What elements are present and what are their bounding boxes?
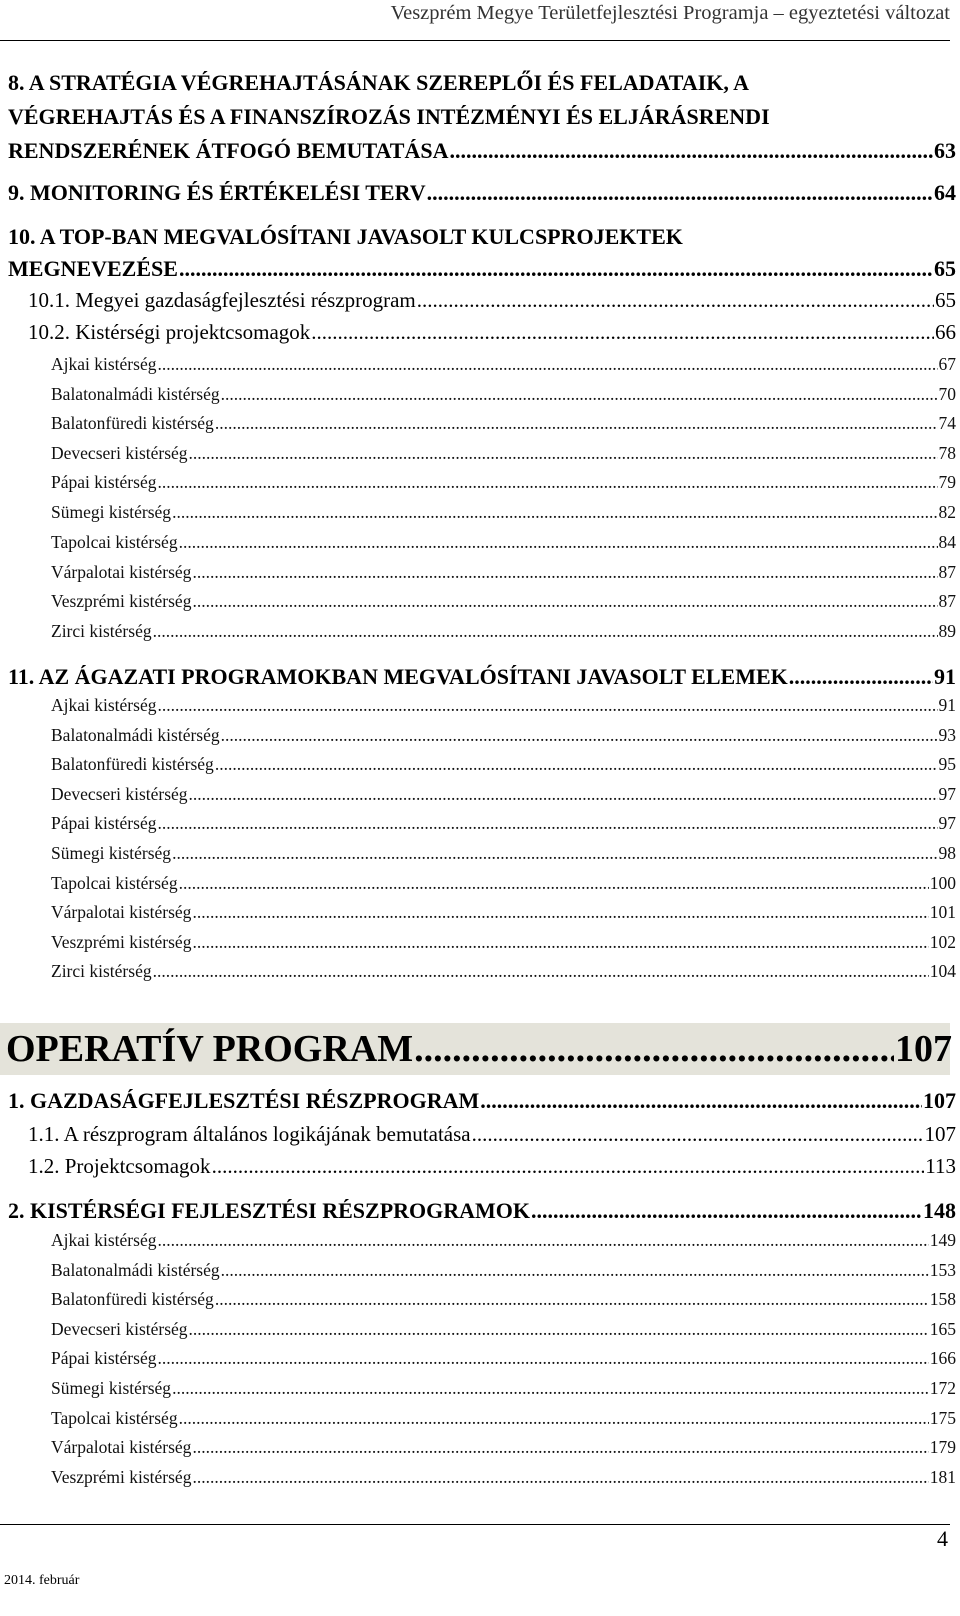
toc-entry-label: Devecseri kistérség — [51, 1319, 188, 1339]
toc-entry-label: Zirci kistérség — [51, 961, 152, 981]
toc-entry-page: 97 — [938, 784, 956, 804]
toc-entry-page: 100 — [929, 873, 956, 893]
toc-leader-dots — [417, 288, 934, 313]
toc-entry-page: 97 — [938, 813, 956, 833]
toc-section-8-line1: 8. A STRATÉGIA VÉGREHAJTÁSÁNAK SZEREPLŐI ÉS FELADATAIK, A — [8, 70, 750, 95]
toc-leader-dots — [192, 1437, 928, 1458]
toc-entry-page: 79 — [938, 472, 956, 492]
toc-leader-dots — [221, 1260, 929, 1281]
toc-entry-label: 9. MONITORING ÉS ÉRTÉKELÉSI TERV — [8, 180, 426, 205]
toc-entry-label: Várpalotai kistérség — [51, 1437, 192, 1457]
toc-entry-label: OPERATÍV PROGRAM — [6, 1028, 414, 1070]
toc-entry-op-2[interactable] — [8, 1198, 956, 1226]
toc-entry-subregion[interactable] — [51, 1378, 956, 1402]
toc-entry-page: 107 — [924, 1122, 956, 1146]
toc-entry-op-1[interactable] — [8, 1088, 956, 1116]
toc-entry-op-1-1[interactable] — [28, 1122, 956, 1150]
toc-entry-label: RENDSZERÉNEK ÁTFOGÓ BEMUTATÁSA — [8, 138, 449, 163]
toc-entry-label: Zirci kistérség — [51, 621, 152, 641]
toc-entry-page: 84 — [938, 532, 956, 552]
toc-leader-dots — [179, 532, 938, 553]
toc-entry-page: 65 — [934, 256, 956, 281]
toc-leader-dots — [189, 443, 938, 464]
toc-leader-dots — [480, 1088, 922, 1114]
toc-entry-label: Ajkai kistérség — [51, 354, 157, 374]
toc-entry-label: Sümegi kistérség — [51, 1378, 172, 1398]
toc-leader-dots — [531, 1198, 922, 1224]
toc-entry-page: 98 — [938, 843, 956, 863]
toc-entry-subregion[interactable] — [51, 502, 956, 526]
toc-entry-page: 166 — [929, 1348, 956, 1368]
toc-entry-page: 70 — [938, 384, 956, 404]
toc-entry-subregion[interactable] — [51, 1289, 956, 1313]
toc-section-10-line1: 10. A TOP-BAN MEGVALÓSÍTANI JAVASOLT KULCSPROJEKTEK — [8, 224, 683, 249]
toc-entry-10-1[interactable] — [28, 288, 956, 316]
toc-entry-10-2[interactable] — [28, 320, 956, 348]
toc-entry-subregion[interactable] — [51, 932, 956, 956]
toc-entry-label: Ajkai kistérség — [51, 1230, 157, 1250]
toc-entry-page: 64 — [934, 180, 956, 205]
toc-entry-label: Balatonalmádi kistérség — [51, 1260, 220, 1280]
toc-entry-subregion[interactable] — [51, 591, 956, 615]
toc-entry-page: 102 — [929, 932, 956, 952]
toc-entry-subregion[interactable] — [51, 562, 956, 586]
page-number: 4 — [937, 1526, 948, 1551]
toc-entry-subregion[interactable] — [51, 873, 956, 897]
toc-entry-page: 63 — [934, 138, 956, 163]
toc-entry-label: Balatonfüredi kistérség — [51, 1289, 214, 1309]
toc-entry-subregion[interactable] — [51, 532, 956, 556]
toc-section-8-line2: VÉGREHAJTÁS ÉS A FINANSZÍROZÁS INTÉZMÉNYI ÉS ELJÁRÁSRENDI — [8, 104, 770, 129]
toc-entry-subregion[interactable] — [51, 784, 956, 808]
toc-entry-subregion[interactable] — [51, 725, 956, 749]
toc-entry-label: 1.1. A részprogram általános logikájának bemutatása — [28, 1122, 471, 1146]
toc-leader-dots — [157, 813, 937, 834]
toc-entry-label: Tapolcai kistérség — [51, 873, 178, 893]
toc-leader-dots — [192, 591, 937, 612]
toc-entry-page: 165 — [929, 1319, 956, 1339]
toc-entry-section-8[interactable] — [8, 138, 956, 166]
toc-entry-label: Devecseri kistérség — [51, 443, 188, 463]
toc-leader-dots — [157, 354, 937, 375]
toc-entry-page: 101 — [929, 902, 956, 922]
toc-entry-op-1-2[interactable] — [28, 1154, 956, 1182]
toc-entry-page: 113 — [925, 1154, 956, 1178]
toc-leader-dots — [157, 1230, 928, 1251]
toc-entry-operativ-program[interactable] — [6, 1027, 952, 1073]
toc-leader-dots — [414, 1027, 894, 1071]
toc-leader-dots — [215, 413, 938, 434]
toc-entry-page: 91 — [934, 664, 956, 689]
toc-entry-page: 172 — [929, 1378, 956, 1398]
toc-leader-dots — [189, 1319, 929, 1340]
toc-entry-label: 10.1. Megyei gazdaságfejlesztési részprogram — [28, 288, 416, 312]
toc-leader-dots — [172, 502, 937, 523]
toc-entry-subregion[interactable] — [51, 1467, 956, 1491]
toc-entry-page: 149 — [929, 1230, 956, 1250]
toc-leader-dots — [427, 180, 933, 206]
toc-entry-page: 107 — [923, 1088, 956, 1113]
footer-divider — [0, 1524, 950, 1525]
toc-entry-label: Sümegi kistérség — [51, 502, 172, 522]
toc-entry-label: Ajkai kistérség — [51, 695, 157, 715]
toc-entry-subregion[interactable] — [51, 1437, 956, 1461]
toc-leader-dots — [189, 784, 938, 805]
toc-leader-dots — [192, 1467, 928, 1488]
toc-entry-section-9[interactable] — [8, 180, 956, 208]
toc-entry-page: 87 — [938, 562, 956, 582]
toc-entry-section-10[interactable] — [8, 256, 956, 284]
toc-leader-dots — [192, 902, 928, 923]
toc-entry-subregion[interactable] — [51, 1319, 956, 1343]
toc-entry-subregion[interactable] — [51, 902, 956, 926]
toc-entry-subregion[interactable] — [51, 813, 956, 837]
toc-entry-subregion[interactable] — [51, 472, 956, 496]
toc-entry-label: Várpalotai kistérség — [51, 902, 192, 922]
toc-entry-label: Sümegi kistérség — [51, 843, 172, 863]
toc-leader-dots — [472, 1122, 924, 1147]
toc-entry-label: Várpalotai kistérség — [51, 562, 192, 582]
toc-entry-subregion[interactable] — [51, 384, 956, 408]
toc-leader-dots — [212, 1154, 925, 1179]
toc-entry-section-11[interactable] — [8, 664, 956, 692]
toc-leader-dots — [179, 1408, 929, 1429]
toc-entry-page: 179 — [929, 1437, 956, 1457]
toc-entry-label: 1. GAZDASÁGFEJLESZTÉSI RÉSZPROGRAM — [8, 1088, 480, 1113]
toc-entry-page: 107 — [895, 1028, 952, 1070]
toc-entry-subregion[interactable] — [51, 621, 956, 645]
toc-entry-label: Devecseri kistérség — [51, 784, 188, 804]
toc-leader-dots — [192, 562, 937, 583]
toc-entry-label: 10.2. Kistérségi projektcsomagok — [28, 320, 311, 344]
toc-entry-page: 66 — [935, 320, 956, 344]
toc-entry-label: Balatonfüredi kistérség — [51, 413, 214, 433]
toc-leader-dots — [153, 621, 938, 642]
toc-entry-subregion[interactable] — [51, 1408, 956, 1432]
toc-leader-dots — [789, 664, 933, 690]
toc-entry-page: 93 — [938, 725, 956, 745]
toc-leader-dots — [157, 695, 937, 716]
toc-entry-page: 175 — [929, 1408, 956, 1428]
toc-leader-dots — [215, 1289, 929, 1310]
toc-entry-subregion[interactable] — [51, 413, 956, 437]
toc-entry-page: 181 — [929, 1467, 956, 1487]
toc-entry-label: 11. AZ ÁGAZATI PROGRAMOKBAN MEGVALÓSÍTANI JAVASOLT ELEMEK — [8, 664, 788, 689]
toc-entry-label: Veszprémi kistérség — [51, 932, 192, 952]
toc-leader-dots — [172, 843, 937, 864]
toc-entry-subregion[interactable] — [51, 695, 956, 719]
toc-entry-label: Balatonalmádi kistérség — [51, 725, 220, 745]
toc-entry-subregion[interactable] — [51, 354, 956, 378]
toc-entry-label: Pápai kistérség — [51, 472, 157, 492]
toc-entry-subregion[interactable] — [51, 1348, 956, 1372]
toc-entry-label: Balatonfüredi kistérség — [51, 754, 214, 774]
toc-entry-label: Pápai kistérség — [51, 813, 157, 833]
toc-leader-dots — [153, 961, 929, 982]
toc-entry-label: Veszprémi kistérség — [51, 591, 192, 611]
toc-entry-page: 78 — [938, 443, 956, 463]
toc-leader-dots — [157, 472, 937, 493]
toc-leader-dots — [192, 932, 928, 953]
toc-entry-page: 89 — [938, 621, 956, 641]
toc-entry-subregion[interactable] — [51, 443, 956, 467]
toc-leader-dots — [179, 256, 933, 282]
toc-entry-label: MEGNEVEZÉSE — [8, 256, 178, 281]
toc-entry-page: 153 — [929, 1260, 956, 1280]
toc-leader-dots — [157, 1348, 928, 1369]
page-header — [0, 0, 950, 41]
toc-entry-subregion[interactable] — [51, 1260, 956, 1284]
toc-leader-dots — [215, 754, 938, 775]
toc-entry-page: 104 — [929, 961, 956, 981]
toc-entry-page: 74 — [938, 413, 956, 433]
toc-entry-subregion[interactable] — [51, 1230, 956, 1254]
footer-date: 2014. február — [4, 1573, 80, 1588]
toc-entry-page: 148 — [923, 1198, 956, 1223]
toc-leader-dots — [172, 1378, 929, 1399]
toc-entry-subregion[interactable] — [51, 961, 956, 985]
toc-entry-label: Veszprémi kistérség — [51, 1467, 192, 1487]
toc-entry-label: Pápai kistérség — [51, 1348, 157, 1368]
toc-entry-label: Tapolcai kistérség — [51, 1408, 178, 1428]
toc-entry-page: 65 — [935, 288, 956, 312]
header-title: Veszprém Megye Területfejlesztési Programja – egyeztetési változat — [390, 2, 950, 24]
toc-entry-page: 91 — [938, 695, 956, 715]
toc-entry-page: 87 — [938, 591, 956, 611]
toc-entry-label: 2. KISTÉRSÉGI FEJLESZTÉSI RÉSZPROGRAMOK — [8, 1198, 531, 1223]
toc-entry-subregion[interactable] — [51, 754, 956, 778]
toc-entry-page: 67 — [938, 354, 956, 374]
toc-entry-page: 95 — [938, 754, 956, 774]
toc-leader-dots — [221, 384, 938, 405]
toc-leader-dots — [179, 873, 929, 894]
toc-entry-label: Balatonalmádi kistérség — [51, 384, 220, 404]
toc-entry-page: 158 — [929, 1289, 956, 1309]
toc-entry-page: 82 — [938, 502, 956, 522]
toc-entry-label: 1.2. Projektcsomagok — [28, 1154, 211, 1178]
toc-leader-dots — [221, 725, 938, 746]
toc-entry-subregion[interactable] — [51, 843, 956, 867]
toc-entry-label: Tapolcai kistérség — [51, 532, 178, 552]
toc-leader-dots — [449, 138, 933, 164]
toc-leader-dots — [311, 320, 934, 345]
